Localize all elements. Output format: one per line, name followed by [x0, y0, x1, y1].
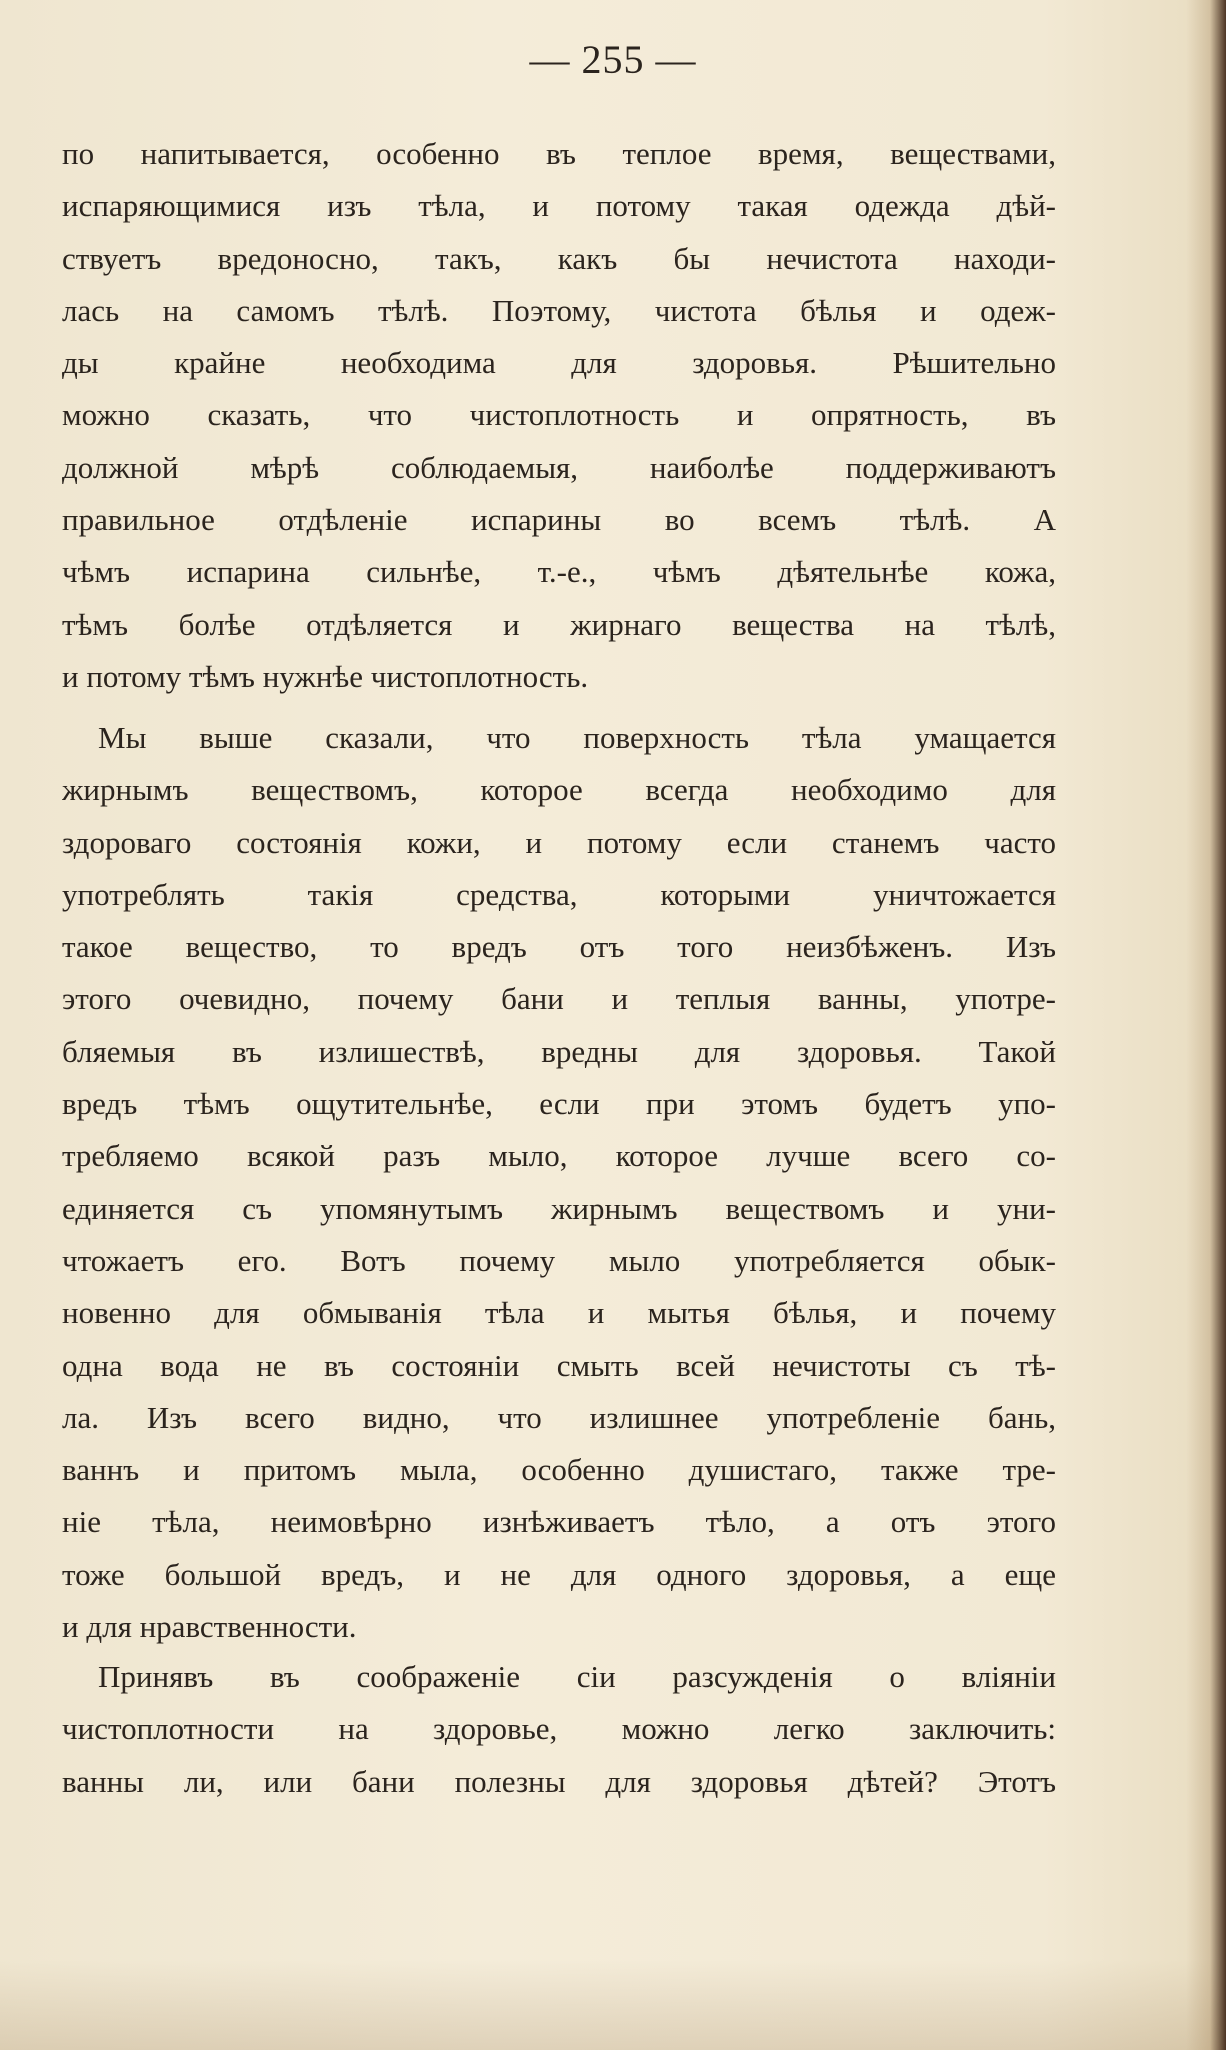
text-line: новенно для обмыванія тѣла и мытья бѣлья, и почему: [62, 1295, 1056, 1331]
text-line: должной мѣрѣ соблюдаемыя, наиболѣе поддерживаютъ: [62, 449, 1056, 485]
text-line: чтожаетъ его. Вотъ почему мыло употребляется обык-: [62, 1242, 1056, 1278]
text-line: Мы выше сказали, что поверхность тѣла умащается: [98, 720, 1056, 755]
text-line: ды крайне необходима для здоровья. Рѣшительно: [62, 345, 1056, 381]
text-line: можно сказать, что чистоплотность и опрятность, въ: [62, 397, 1056, 433]
text-line: жирнымъ веществомъ, которое всегда необходимо для: [62, 772, 1056, 808]
text-line: одна вода не въ состояніи смыть всей нечистоты съ тѣ-: [62, 1347, 1056, 1383]
text-line: чистоплотности на здоровье, можно легко заключить:: [62, 1711, 1056, 1747]
text-line: правильное отдѣленіе испарины во всемъ тѣлѣ. А: [62, 502, 1056, 538]
text-line: и потому тѣмъ нужнѣе чистоплотность.: [62, 658, 589, 694]
text-line: употреблять такія средства, которыми уничтожается: [62, 876, 1056, 912]
text-line: вредъ тѣмъ ощутительнѣе, если при этомъ будетъ упо-: [62, 1086, 1056, 1122]
paragraph-2: [62, 712, 1056, 1653]
text-line: тѣмъ болѣе отдѣляется и жирнаго вещества на тѣлѣ,: [62, 606, 1056, 642]
text-line: бляемыя въ излишествѣ, вредны для здоровья. Такой: [62, 1033, 1056, 1069]
text-line: по напитывается, особенно въ теплое время, веществами,: [62, 136, 1056, 171]
text-line: чѣмъ испарина сильнѣе, т.-е., чѣмъ дѣятельнѣе кожа,: [62, 554, 1056, 590]
page-number: — 255 —: [529, 37, 697, 82]
paragraph-1: [62, 128, 1056, 703]
binding-edge: [1186, 0, 1226, 2050]
text-line: и для нравственности.: [62, 1609, 357, 1645]
text-line: единяется съ упомянутымъ жирнымъ веществомъ и уни-: [62, 1190, 1056, 1226]
text-line: ніе тѣла, неимовѣрно изнѣживаетъ тѣло, а отъ этого: [62, 1504, 1056, 1540]
text-line: такое вещество, то вредъ отъ того неизбѣженъ. Изъ: [62, 929, 1056, 965]
text-line: этого очевидно, почему бани и теплыя ванны, употре-: [62, 981, 1056, 1017]
page-shadow: [0, 1960, 1226, 2050]
text-line: здороваго состоянія кожи, и потому если станемъ часто: [62, 824, 1056, 860]
text-line: ла. Изъ всего видно, что излишнее употребленіе бань,: [62, 1399, 1056, 1435]
text-line: ваннъ и притомъ мыла, особенно душистаго, также тре-: [62, 1452, 1056, 1488]
paragraph-3: [62, 1651, 1056, 1808]
text-line: Принявъ въ соображеніе сіи разсужденія о вліяніи: [98, 1659, 1056, 1694]
text-line: лась на самомъ тѣлѣ. Поэтому, чистота бѣлья и одеж-: [62, 292, 1056, 328]
text-line: тоже большой вредъ, и не для одного здоровья, а еще: [62, 1556, 1056, 1592]
text-line: ствуетъ вредоносно, такъ, какъ бы нечистота находи-: [62, 240, 1056, 276]
text-line: ванны ли, или бани полезны для здоровья дѣтей? Этотъ: [62, 1763, 1056, 1799]
text-line: испаряющимися изъ тѣла, и потому такая одежда дѣй-: [62, 188, 1056, 224]
text-line: требляемо всякой разъ мыло, которое лучше всего со-: [62, 1138, 1056, 1174]
